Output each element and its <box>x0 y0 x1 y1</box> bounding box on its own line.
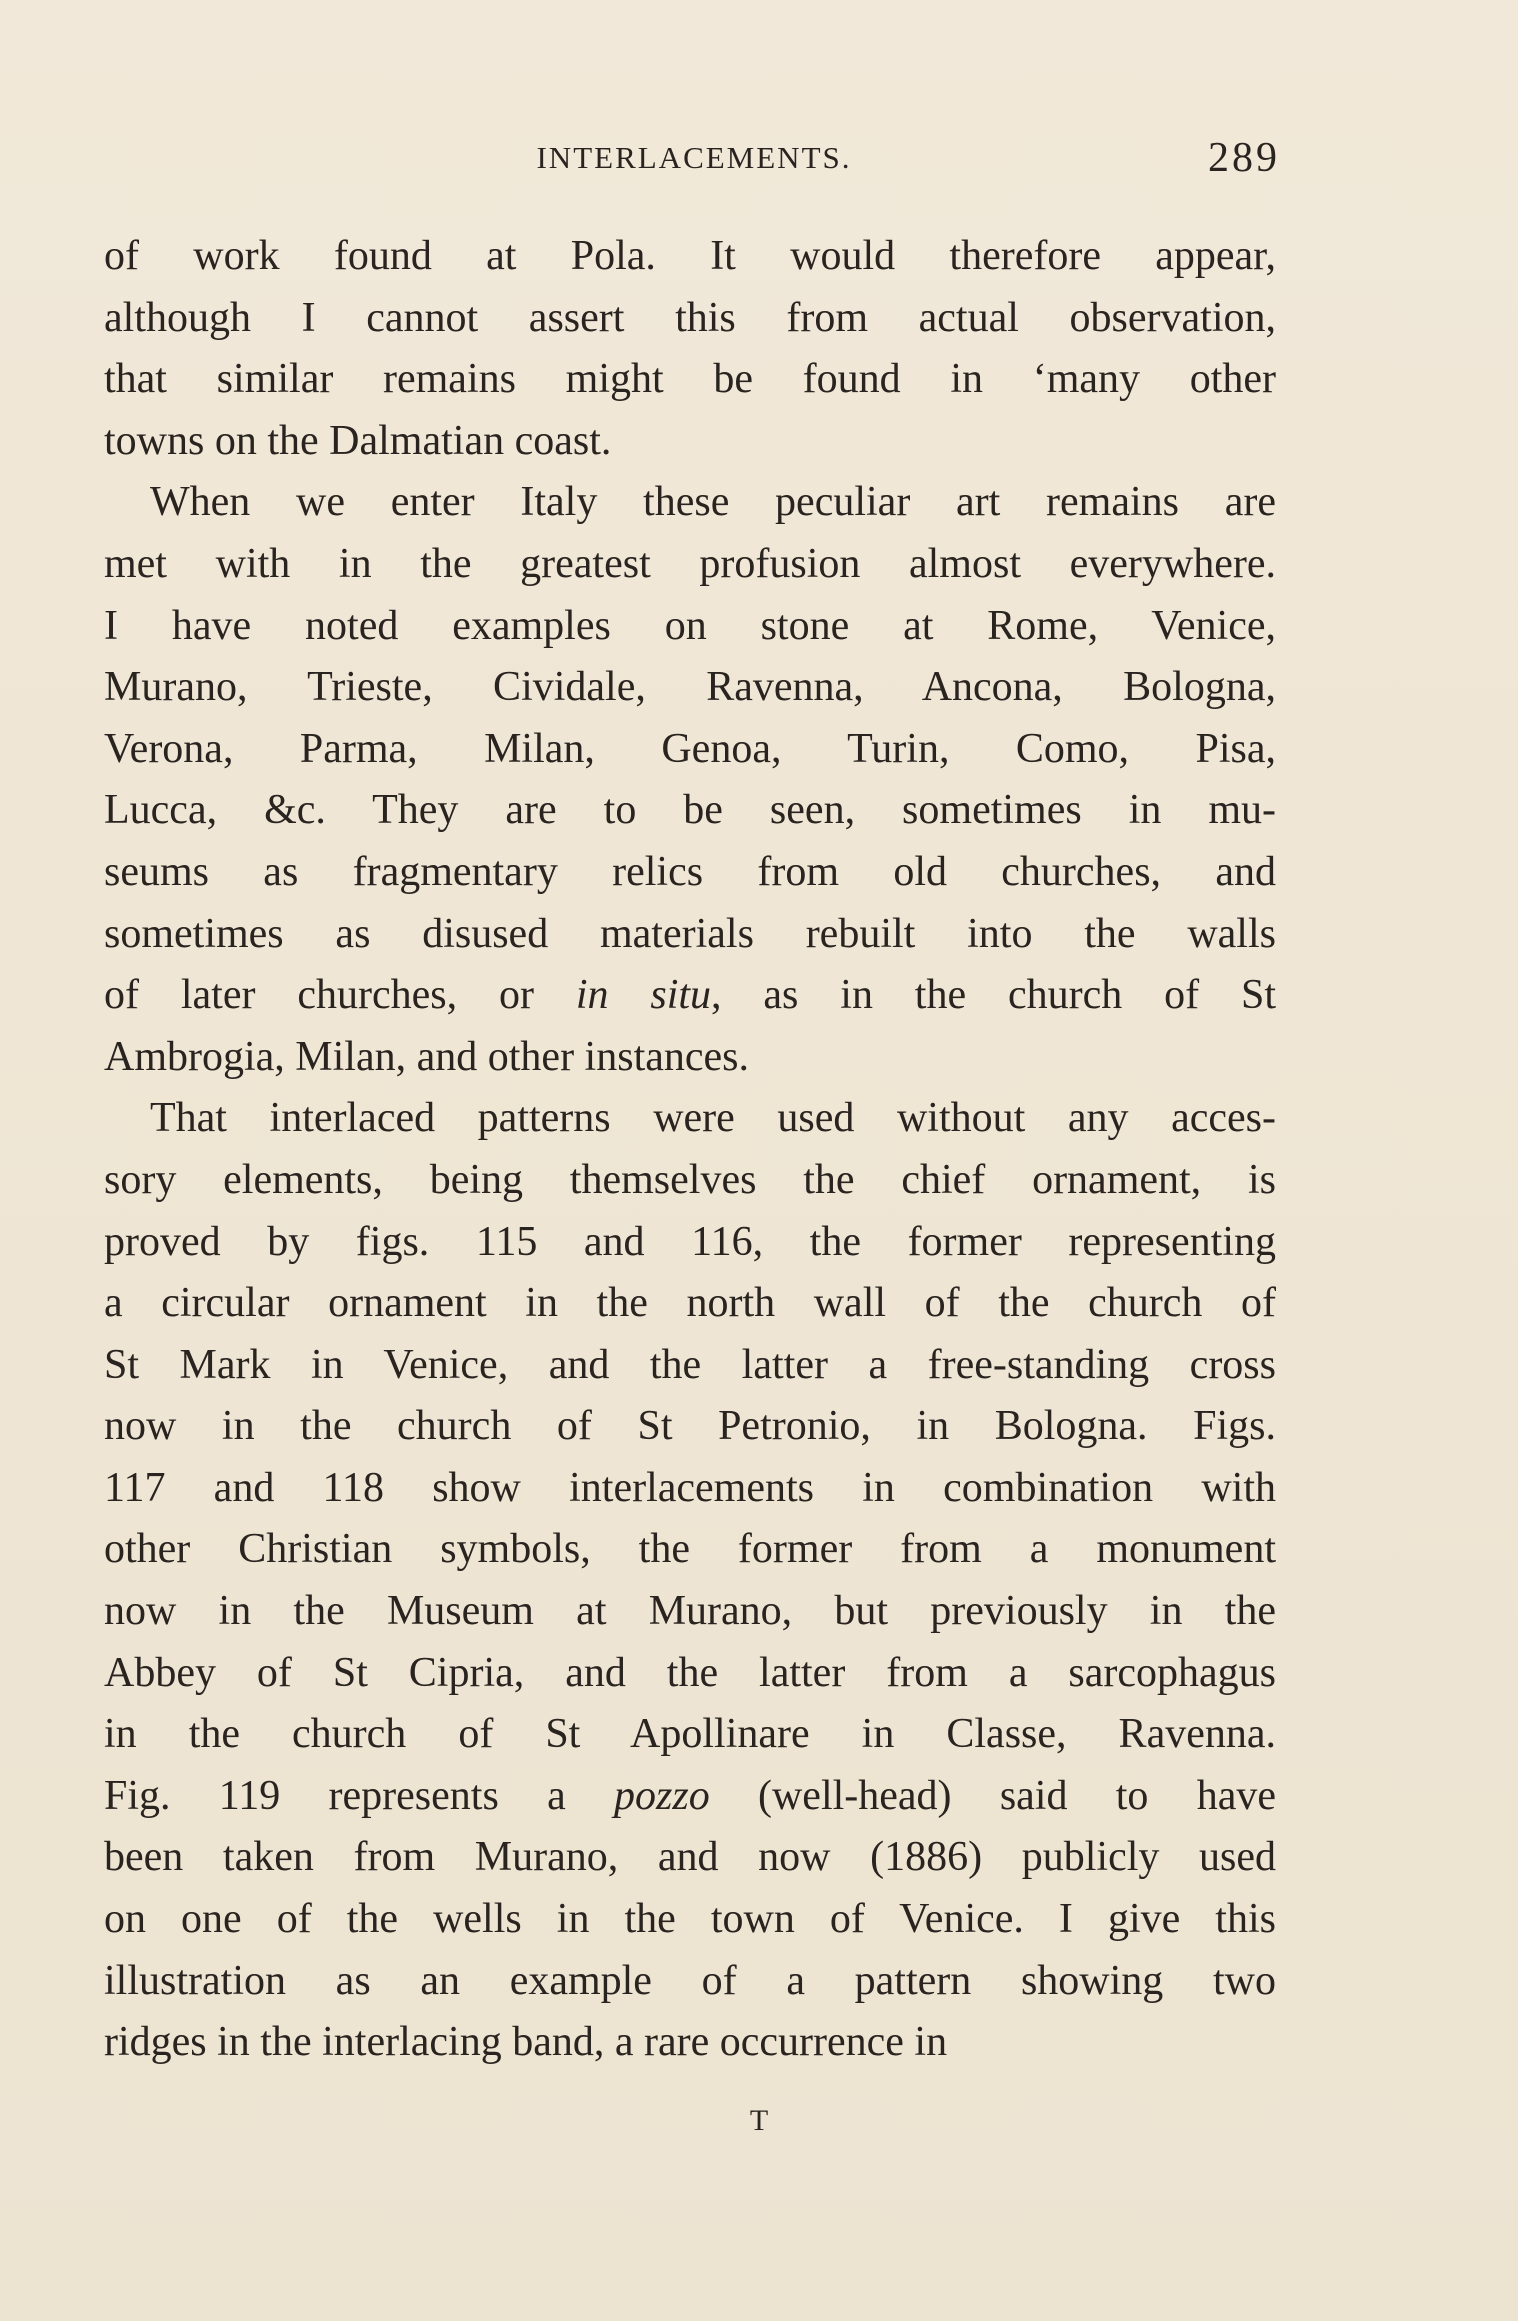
text-line <box>104 1088 1276 1150</box>
text-run: been taken from Murano, and now (1886) publicly used <box>104 1834 1276 1881</box>
text-run: of work found at Pola. It would therefore appear, <box>104 233 1276 279</box>
text-line <box>104 1519 1276 1581</box>
text-line <box>104 904 1276 966</box>
text-run: in the church of St Apollinare in Classe, Ravenna. <box>104 1711 1276 1758</box>
text-run: (well-head) said to have <box>709 1772 1276 1819</box>
text-line <box>104 1458 1276 1520</box>
text-run: a circular ornament in the north wall of the church of <box>104 1280 1276 1327</box>
italic-phrase: in situ <box>575 972 712 1019</box>
text-run: now in the church of St Petronio, in Bologna. Figs. <box>104 1403 1276 1450</box>
text-run: met with in the greatest profusion almost everywhere. <box>104 540 1276 587</box>
text-line <box>104 965 1276 1027</box>
text-run: Lucca, &c. They are to be seen, sometimes in mu- <box>104 787 1276 834</box>
signature-mark: T <box>749 2104 769 2137</box>
text-line <box>104 842 1276 904</box>
text-line <box>104 1643 1276 1705</box>
italic-phrase: pozzo <box>614 1772 710 1819</box>
text-run: 117 and 118 show interlacements in combination with <box>104 1464 1276 1511</box>
text-line <box>104 1766 1276 1828</box>
text-line <box>104 719 1276 781</box>
text-run: that similar remains might be found in ‘many other <box>104 356 1276 403</box>
text-line <box>104 1027 1276 1089</box>
text-line <box>104 472 1276 534</box>
text-line <box>104 657 1276 719</box>
text-run: illustration as an example of a pattern showing two <box>104 1957 1276 2004</box>
text-run: on one of the wells in the town of Venice. I give this <box>104 1896 1276 1943</box>
text-run: seums as fragmentary relics from old churches, and <box>104 848 1276 895</box>
text-line <box>104 1273 1276 1335</box>
text-run: sory elements, being themselves the chief ornament, is <box>104 1156 1276 1203</box>
text-line <box>104 1827 1276 1889</box>
text-run: Abbey of St Cipria, and the latter from a sarcophagus <box>104 1649 1276 1696</box>
text-line <box>104 288 1276 350</box>
text-run: Murano, Trieste, Cividale, Ravenna, Ancona, Bologna, <box>104 664 1276 711</box>
text-line <box>104 226 1276 288</box>
text-line <box>104 1889 1276 1951</box>
text-line <box>104 1581 1276 1643</box>
text-run: That interlaced patterns were used without any acces- <box>150 1095 1276 1142</box>
text-run: now in the Museum at Murano, but previously in the <box>104 1588 1276 1635</box>
text-line <box>104 1704 1276 1766</box>
text-run: Ambrogia, Milan, and other instances. <box>104 1033 750 1080</box>
text-line <box>104 1150 1276 1212</box>
text-run: although I cannot assert this from actual observation, <box>104 294 1276 341</box>
running-head <box>108 135 1280 190</box>
text-line <box>104 349 1276 411</box>
text-line <box>104 534 1276 596</box>
text-line <box>104 1212 1276 1274</box>
text-run: ridges in the interlacing band, a rare occurrence in <box>104 2019 948 2066</box>
page-number: 289 <box>1208 135 1280 181</box>
text-run: , as in the church of St <box>711 972 1277 1019</box>
text-line <box>104 411 1276 473</box>
text-line <box>104 1335 1276 1397</box>
body-text <box>104 226 1276 2074</box>
text-line <box>104 1951 1276 2013</box>
text-run: other Christian symbols, the former from a monument <box>104 1526 1276 1573</box>
running-title: INTERLACEMENTS. <box>536 140 852 175</box>
text-run: of later churches, or <box>104 972 576 1019</box>
text-run: Verona, Parma, Milan, Genoa, Turin, Como, Pisa, <box>104 725 1276 772</box>
text-run: St Mark in Venice, and the latter a free-standing cross <box>104 1341 1276 1388</box>
text-run: Fig. 119 represents a <box>104 1772 614 1819</box>
text-line <box>104 780 1276 842</box>
text-run: proved by figs. 115 and 116, the former representing <box>104 1218 1276 1265</box>
text-run: towns on the Dalmatian coast. <box>104 417 612 464</box>
text-line <box>104 2012 1276 2074</box>
text-run: I have noted examples on stone at Rome, Venice, <box>104 602 1276 649</box>
text-run: When we enter Italy these peculiar art remains are <box>150 479 1276 526</box>
text-run: sometimes as disused materials rebuilt into the walls <box>104 910 1276 957</box>
text-line <box>104 596 1276 658</box>
text-line <box>104 1396 1276 1458</box>
